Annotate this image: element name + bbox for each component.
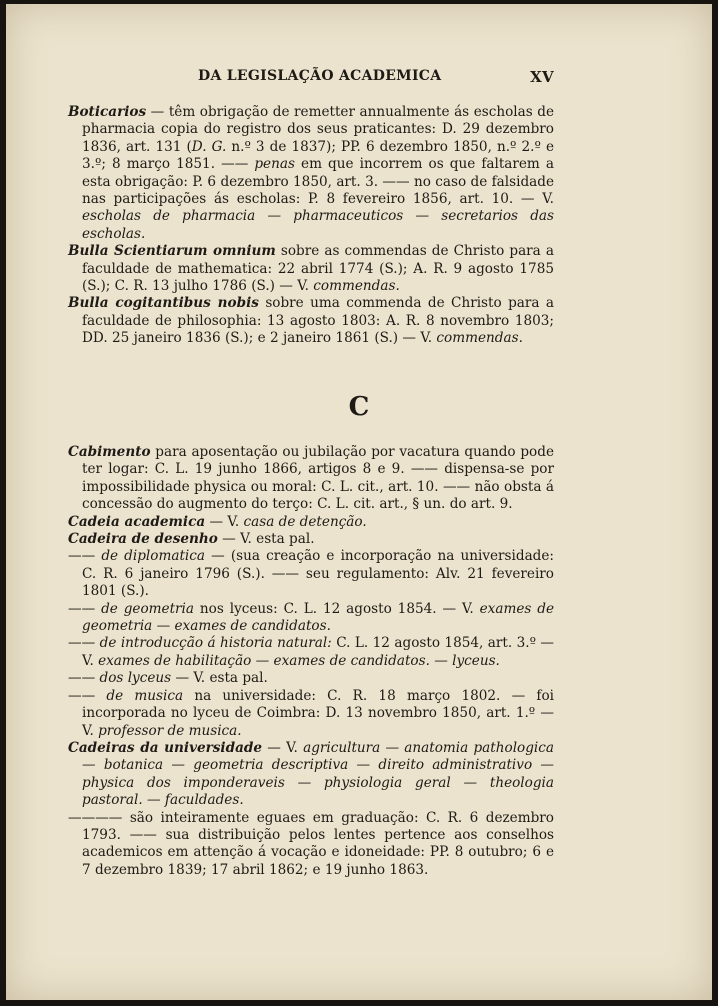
entry-headword: Cadeia academica (68, 513, 206, 530)
entry-reference-italic: exames de geometria — exames de candidatos. (82, 600, 555, 635)
index-entry (68, 601, 554, 636)
book-page (6, 4, 712, 1000)
entry-reference-italic: de geometria (101, 600, 195, 617)
index-entry (68, 295, 554, 347)
entry-text: —— (68, 600, 102, 617)
entry-reference-italic: de introducção á historia natural: (99, 635, 332, 652)
entry-reference-italic: professor de musica. (98, 722, 242, 739)
entry-headword: Bulla Scientiarum omnium (68, 243, 276, 260)
entry-reference-italic: exames de habilitação — exames de candidatos. — lyceus. (98, 652, 500, 669)
entry-text: ———— são inteiramente eguaes em graduação: C. R. 6 dezembro 1793. —— sua distribuição pelos lentes pertence aos conselhos academicos em attenção á vocação e idoneidade: PP. 8 outubro; 6 e 7 dezembro 1839; 17 abril 1862; e 19 junho 1863. (68, 809, 554, 878)
page-header (6, 66, 712, 88)
entry-text: sobre as commendas de Christo para a faculdade de mathematica: 22 abril 1774 (S.); A. R. 9 agosto 1785 (S.); C. R. 13 julho 1786 (S.) — V. (82, 243, 554, 295)
entry-reference-italic: de musica (106, 687, 184, 704)
entry-reference-italic: agricultura — anatomia pathologica — botanica — geometria descriptiva — direito administrativo — physica dos imponderaveis — physiologia geral — theologia pastoral. — faculdades. (82, 739, 554, 809)
section-letter-heading: C (348, 392, 370, 422)
section-c-entries (68, 444, 554, 879)
entry-text: — V. esta pal. (171, 670, 268, 687)
entry-headword: Cabimento (68, 444, 151, 460)
section-b-entries (68, 104, 554, 348)
entry-text: —— (68, 548, 102, 565)
entry-reference-italic: de diplomatica (101, 548, 205, 565)
page-number: XV (530, 68, 554, 86)
entry-headword: Bulla cogitantibus nobis (68, 295, 259, 312)
entry-text: — V. (262, 739, 304, 756)
entry-text: nos lyceus: C. L. 12 agosto 1854. — V. (194, 600, 480, 617)
entry-text: sobre uma commenda de Christo para a faculdade de philosophia: 13 agosto 1803: A. R. 8 novembro 1803; DD. 25 janeiro 1836 (S.); e 2 janeiro 1861 (S.) — V. (82, 295, 554, 347)
index-entry (68, 740, 554, 810)
entry-text: — V. (205, 513, 244, 530)
entry-reference-italic: penas (254, 156, 295, 173)
entry-text: —— (68, 687, 107, 704)
entry-text: C. L. 12 agosto 1854, art. 3.º — V. (82, 635, 555, 669)
entry-text: n.º 3 de 1837); PP. 6 dezembro 1850, n.º 2.º e 3.º; 8 março 1851. —— (82, 138, 554, 173)
entry-reference-italic: escholas de pharmacia — pharmaceuticos — secretarios das escholas. (82, 208, 554, 242)
entry-text: em que incorrem os que faltarem a esta obrigação: P. 6 dezembro 1850, art. 3. —— no caso de falsidade nas participações ás escholas: P. 8 fevereiro 1856, art. 10. — V. (82, 156, 554, 208)
index-entry (68, 635, 554, 670)
entry-reference-italic: D. G. (191, 138, 227, 155)
entry-reference-italic: commendas. (436, 330, 523, 347)
entry-text: na universidade: C. R. 18 março 1802. — foi incorporada no lyceu de Coimbra: D. 13 novembro 1850, art. 1.º — V. (82, 687, 554, 739)
entry-text: —— (68, 635, 100, 652)
index-entry (68, 444, 554, 514)
index-entry (68, 670, 554, 687)
entry-text: —— (68, 670, 100, 687)
index-entry (68, 531, 554, 548)
running-title: DA LEGISLAÇÃO ACADEMICA (198, 68, 442, 84)
entry-reference-italic: commendas. (313, 278, 400, 295)
entry-text: — V. esta pal. (217, 531, 315, 548)
entry-headword: Cadeiras da universidade (68, 739, 263, 756)
entry-headword: Cadeira de desenho (68, 531, 218, 548)
index-entry (68, 548, 554, 600)
entry-text: — têm obrigação de remetter annualmente ás escholas de pharmacia copia do registro dos seus praticantes: D. 29 dezembro 1836, art. 131 ( (82, 104, 554, 155)
index-entry (68, 688, 554, 740)
entry-text: — (sua creação e incorporação na universidade: C. R. 6 janeiro 1796 (S.). —— seu regulamento: Alv. 21 fevereiro 1801 (S.). (82, 548, 554, 600)
entry-reference-italic: casa de detenção. (243, 513, 367, 530)
index-entry (68, 514, 554, 531)
entry-headword: Boticarios (68, 104, 147, 120)
entry-reference-italic: dos lyceus (99, 670, 172, 687)
index-entry (68, 810, 554, 880)
entry-text: para aposentação ou jubilação por vacatura quando pode ter logar: C. L. 19 junho 1866, artigos 8 e 9. —— dispensa-se por impossibilidade physica ou moral: C. L. cit., art. 10. —— não obsta á concessão do augmento do terço: C. L. cit. art., § un. do art. 9. (82, 444, 554, 513)
index-entry (68, 104, 554, 243)
index-entry (68, 243, 554, 295)
